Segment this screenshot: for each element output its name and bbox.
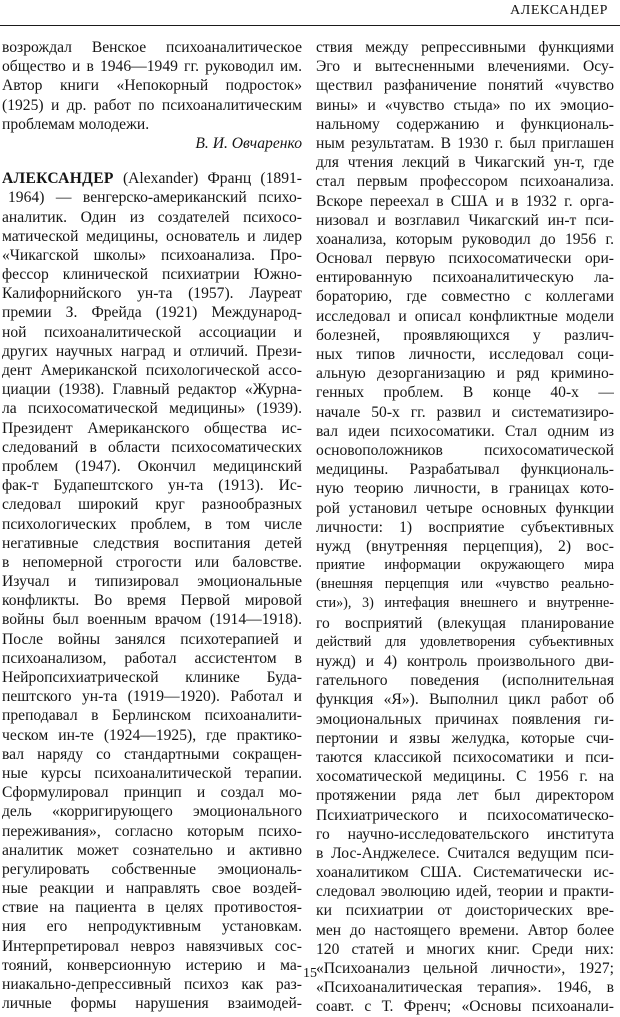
text-line: гательного поведения (исполнительная [316, 672, 614, 690]
text-line: 120 статей и многих книг. Среди них: [316, 940, 614, 958]
text-line: проблем (1947). Окончил медицинский [2, 457, 302, 475]
text-line: нальному содержанию и функциональ- [316, 115, 614, 133]
text-line: ствия между репрессивными функциями [316, 39, 614, 56]
text-line: ентированную психоаналитическую ла- [316, 269, 614, 287]
text-line: премии З. Фрейда (1921) Международ- [2, 304, 302, 322]
text-line: бораторию, где совместно с коллегами [316, 288, 614, 306]
text-line: протяжении ряда лет был директором [316, 787, 614, 805]
text-line: вал наряду со стандартными сокращен- [2, 745, 302, 763]
text-line: (внешняя перцепция или «чувство реально- [316, 576, 614, 593]
text-line: вины» и «чувство стыда» по их эмоцио- [316, 96, 614, 114]
text-line: ных типов личности, исследовал соци- [316, 346, 614, 363]
entry-headword: АЛЕКСАНДЕР [2, 170, 114, 188]
text-line: фак-т Будапештского ун-та (1913). Ис- [2, 477, 302, 495]
text-line: болезней, проявляющихся у различ- [316, 326, 614, 344]
previous-article-ending [2, 38, 302, 134]
text-line: ную теорию личности, в границах кото- [316, 480, 614, 498]
text-line: го восприятий (влекущая планирование [316, 614, 614, 632]
text-line: для чтения лекций в Чикагский ун-т, где [316, 154, 614, 172]
text-line: возрождал Венское психоаналитическое [2, 39, 302, 56]
entry-first-line [2, 169, 302, 188]
text-line: исследовал и описал конфликтные модели [316, 307, 614, 325]
text-line: генных проблем. В конце 40-х — [316, 384, 614, 402]
text-line: психоанализом, работал ассистентом в [2, 649, 302, 667]
text-line: ной психоаналитической ассоциации и [2, 323, 302, 341]
text-line: мен до настоящего времени. Автор более [316, 921, 614, 939]
text-line: других научных наград и отличий. Прези- [2, 342, 302, 360]
running-head: АЛЕКСАНДЕР [510, 3, 608, 18]
text-line: аналитик может сознательно и активно [2, 841, 302, 859]
text-line: хоаналитиком США. Систематически ис- [316, 864, 614, 882]
text-line: хоанализа, которым руководил до 1956 г. [316, 230, 614, 248]
text-line: рой установил четыре основных функции [316, 499, 614, 517]
previous-article-author: В. И. Овчаренко [195, 134, 302, 152]
text-line: вал идеи психосоматики. Стал одним из [316, 422, 614, 440]
text-line: начале 50-х гг. развил и систематизиро- [316, 403, 614, 421]
page-number: 15 [303, 966, 317, 981]
text-line: эмоциональных причинах появления ги- [316, 710, 614, 728]
text-line: тояний, конверсионную истерию и ма- [2, 956, 302, 974]
text-line: войны был военным врачом (1914—1918). [2, 611, 302, 629]
text-line: личности: 1) восприятие субъективных [316, 518, 614, 536]
text-line: Интерпретировал невроз навязчивых сос- [2, 937, 302, 955]
text-line: низовал и возглавил Чикагский ин-т пси- [316, 211, 614, 229]
text-line: ные реакции и направлять свое воздей- [2, 880, 302, 898]
text-line: дент Американской психологической ассо- [2, 362, 302, 379]
text-line: в Лос-Анджелесе. Считался ведущим пси- [316, 844, 614, 862]
text-line: аналитик. Один из создателей психосо- [2, 208, 302, 226]
text-line: следовал широкий круг разнообразных [2, 496, 302, 514]
text-line: психологических проблем, в том числе [2, 515, 302, 533]
text-line: Автор книги «Непокорный подросток» [2, 77, 302, 95]
text-line: основоположников психосоматической [316, 441, 614, 459]
text-line: После войны занялся психотерапией и [2, 630, 302, 648]
text-line: переживания», согласно которым психо- [2, 822, 302, 840]
text-line: соавт. с Т. Френч; «Основы психоанали- [316, 998, 614, 1016]
text-line: в непомерной строгости или баловстве. [2, 553, 302, 571]
text-line: Нейропсихиатрической клинике Буда- [2, 669, 302, 686]
text-line: сти»), 3) интефация внешнего и внутренне- [316, 595, 614, 612]
text-line: го научно-исследовательского института [316, 825, 614, 843]
text-line: Вскоре переехал в США и в 1932 г. орга- [316, 192, 614, 210]
right-column [316, 38, 614, 1017]
text-line: ниакально-депрессивный психоз как раз- [2, 976, 302, 993]
text-line: нужд) и 4) контроль произвольного дви- [316, 653, 614, 670]
text-line: фессор клинической психиатрии Южно- [2, 266, 302, 284]
text-line: негативные следствия воспитания детей [2, 534, 302, 552]
text-line: Эго и вытесненными влечениями. Осу- [316, 58, 614, 76]
text-line: циации (1938). Главный редактор «Журна- [2, 381, 302, 399]
text-line: конфликты. Во время Первой мировой [2, 592, 302, 610]
text-line: нужд (внутренняя перцепция), 2) вос- [316, 537, 614, 555]
text-line: следований в области психосоматических [2, 438, 302, 456]
text-line: приятие информации окружающего мира [316, 557, 614, 574]
text-line: ния его непродуктивным установкам. [2, 918, 302, 936]
entry-first-line-text: (Alexander) Франц (1891- [113, 170, 302, 188]
text-line: Сформулировал принцип и создал мо- [2, 784, 302, 802]
text-line: Изучал и типизировал эмоциональные [2, 573, 302, 591]
text-line: стал первым профессором психоанализа. [316, 173, 614, 191]
text-line: ла психосоматической медицины» (1939). [2, 400, 302, 418]
entry-text-left [2, 188, 302, 1013]
text-line: хосоматической медицины. С 1956 г. на [316, 768, 614, 786]
text-line: регулировать собственные эмоциональ- [2, 860, 302, 878]
text-line: «Чикагской школы» психоанализа. Про- [2, 246, 302, 264]
text-line: пертонии и язвы желудка, которые счи- [316, 729, 614, 747]
text-line: личные формы нарушения взаимодей- [2, 995, 302, 1013]
text-line: ствие на пациента в целях противостоя- [2, 899, 302, 917]
text-line: функция «Я»). Выполнил цикл работ об [316, 691, 614, 709]
text-line: преподавал в Берлинском психоаналити- [2, 707, 302, 725]
text-line: 1964) — венгерско-американский психо- [8, 189, 302, 207]
text-line: «Психоаналитическая терапия». 1946, в [316, 979, 614, 997]
text-line: ные курсы психоаналитической терапии. [2, 764, 302, 782]
text-line: ществил разфаничение понятий «чувство [316, 77, 614, 95]
text-line: «Психоанализ цельной личности», 1927; [316, 960, 614, 977]
header-rule [0, 25, 620, 26]
text-line: медицины. Разрабатывал функциональ- [316, 461, 614, 479]
text-line: альную дезорганизацию и ряд кримино- [316, 365, 614, 383]
text-line: дель «корригирующего эмоционального [2, 803, 302, 821]
text-line: ки психиатрии от доисторических вре- [316, 902, 614, 920]
entry-text-right [316, 38, 614, 1017]
text-line: Основал первую психосоматически ори- [316, 250, 614, 268]
text-line: общество и в 1946—1949 гг. руководил им. [2, 58, 302, 76]
text-line: таются классикой психосоматики и пси- [316, 748, 614, 766]
text-line: следовал эволюцию идей, теории и практи- [316, 883, 614, 901]
text-line: (1925) и др. работ по психоаналитическим [2, 96, 302, 114]
text-line: проблемам молодежи. [2, 115, 150, 133]
text-line: Президент Американского общества ис- [2, 419, 302, 437]
text-line: пештского ун-та (1919—1920). Работал и [2, 688, 302, 706]
text-line: действий для удовлетворения субъективных [316, 633, 614, 650]
text-line: ным результатам. В 1930 г. был приглашен [316, 134, 614, 152]
text-line: Калифорнийского ун-та (1957). Лауреат [2, 285, 302, 303]
text-line: ческом ин-те (1924—1925), где практико- [2, 726, 302, 744]
text-line: Психиатрического и психосоматическо- [316, 806, 614, 824]
left-column [2, 38, 302, 1013]
text-line: матической медицины, основатель и лидер [2, 227, 302, 245]
